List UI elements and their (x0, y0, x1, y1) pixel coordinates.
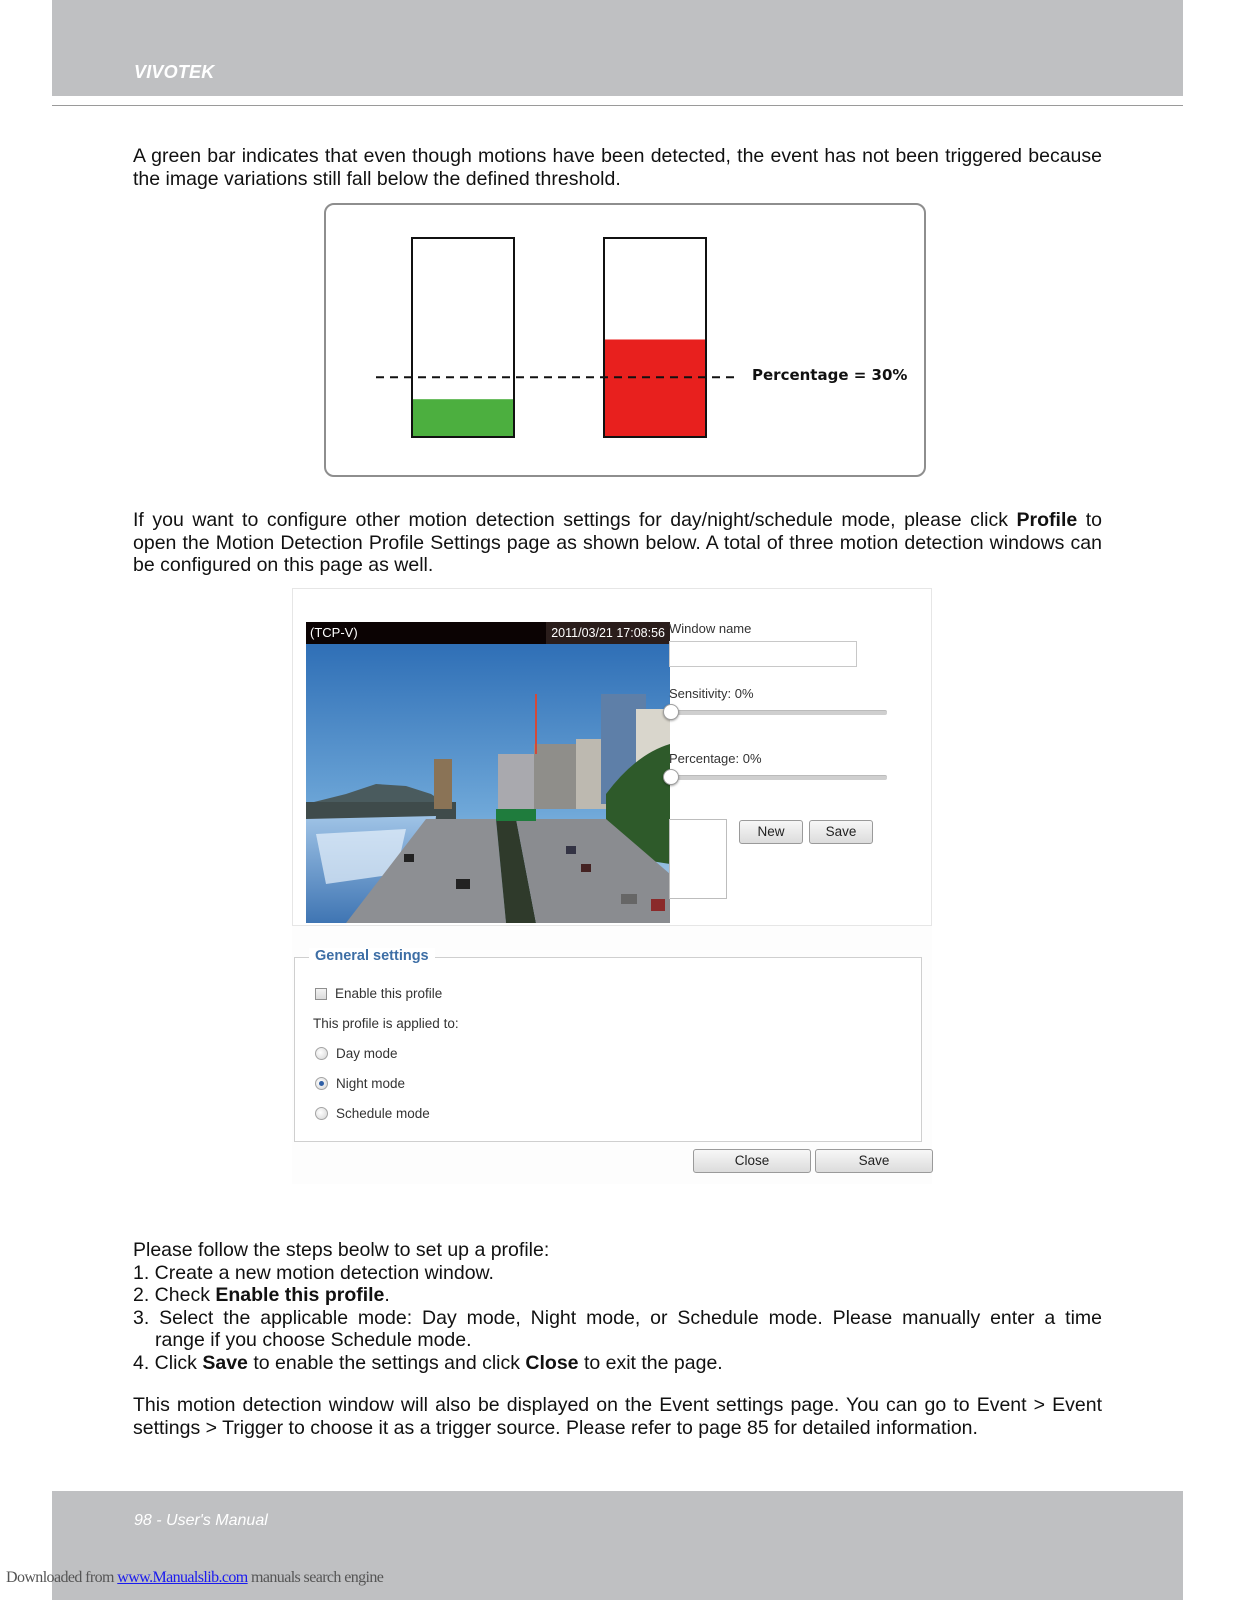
video-view (306, 622, 670, 923)
camera-image[interactable] (306, 644, 670, 923)
download-prefix: Downloaded from (6, 1569, 118, 1586)
city-scene-image (306, 644, 670, 923)
general-settings-group (294, 948, 922, 1142)
step-3-continued: range if you choose Schedule mode. (155, 1329, 472, 1352)
sensitivity-label: Sensitivity: 0% (669, 686, 754, 701)
step-2-pre: 2. Check (133, 1284, 216, 1307)
step-4 (133, 1352, 1102, 1375)
night-mode-label: Night mode (336, 1076, 406, 1091)
percentage-label: Percentage: 0% (669, 751, 762, 766)
day-mode-option[interactable] (315, 1046, 398, 1061)
video-timestamp: 2011/03/21 17:08:56 (546, 622, 670, 644)
profile-steps (133, 1239, 1102, 1375)
step-4-bold-close: Close (525, 1351, 579, 1374)
profile-paragraph (133, 509, 1102, 577)
step-2 (133, 1284, 1102, 1307)
schedule-mode-label: Schedule mode (336, 1106, 430, 1121)
close-button[interactable]: Close (693, 1149, 811, 1173)
level-bar-fill-not-triggered (412, 399, 514, 437)
profile-text-after: to open the Motion Detection Profile Settings page as shown below. A total of three motion detection windows can be configured on this page as well. (133, 509, 1103, 577)
threshold-diagram (324, 203, 926, 477)
header-band (52, 0, 1183, 96)
day-mode-label: Day mode (336, 1046, 398, 1061)
page-number-label: 98 - User's Manual (134, 1512, 268, 1529)
profile-text-before: If you want to configure other motion detection settings for day/night/schedule mode, please click (133, 509, 1017, 531)
save-window-button[interactable]: Save (809, 820, 873, 844)
step-4-pre: 4. Click (133, 1351, 203, 1374)
profile-settings-screenshot (292, 588, 932, 1184)
enable-profile-label: Enable this profile (335, 986, 443, 1001)
window-name-input[interactable] (669, 641, 857, 667)
manualslib-link[interactable]: www.Manualslib.com (117, 1569, 248, 1586)
download-note (6, 1569, 383, 1587)
step-4-post: to exit the page. (578, 1351, 723, 1374)
step-3: 3. Select the applicable mode: Day mode, Night mode, or Schedule mode. Please manually enter a time (133, 1306, 1102, 1329)
intro-paragraph: A green bar indicates that even though motions have been detected, the event has not been triggered because the image variations still fall below the defined threshold. (133, 145, 1102, 190)
sensitivity-slider-thumb[interactable] (663, 704, 679, 720)
threshold-diagram-svg (326, 205, 928, 479)
motion-window-panel (292, 588, 932, 926)
profile-bold: Profile (1016, 509, 1078, 531)
percentage-slider-thumb[interactable] (663, 769, 679, 785)
step-4-mid: to enable the settings and click (247, 1351, 526, 1374)
day-mode-radio[interactable] (315, 1047, 328, 1060)
percentage-slider-track[interactable] (671, 775, 887, 780)
download-suffix: manuals search engine (247, 1569, 384, 1586)
enable-profile-checkbox[interactable] (315, 988, 327, 1000)
step-2-bold: Enable this profile (215, 1284, 385, 1307)
header-divider (52, 105, 1183, 106)
schedule-mode-option[interactable] (315, 1106, 430, 1121)
sensitivity-slider-track[interactable] (671, 710, 887, 715)
video-status-bar (306, 622, 670, 644)
threshold-label: Percentage = 30% (752, 366, 908, 385)
schedule-mode-radio[interactable] (315, 1107, 328, 1120)
level-bar-fill-triggered (604, 339, 706, 437)
steps-intro: Please follow the steps beolw to set up a profile: (133, 1239, 550, 1261)
night-mode-option[interactable] (315, 1076, 405, 1091)
video-protocol: (TCP-V) (310, 625, 358, 640)
new-window-button[interactable]: New (739, 820, 803, 844)
step-1: 1. Create a new motion detection window. (133, 1261, 494, 1284)
window-preview-box (669, 819, 727, 899)
brand-logo: VIVOTEK (134, 62, 215, 82)
closing-paragraph: This motion detection window will also be displayed on the Event settings page. You can go to Event > Event settings > Trigger to choose it as a trigger source. Please refer to page 85 for detailed information. (133, 1394, 1102, 1439)
save-button[interactable]: Save (815, 1149, 933, 1173)
step-2-post: . (384, 1284, 390, 1307)
night-mode-radio[interactable] (315, 1077, 328, 1090)
enable-profile-option[interactable] (315, 986, 442, 1001)
general-settings-legend: General settings (309, 948, 435, 964)
window-name-label: Window name (669, 621, 752, 636)
applied-to-label: This profile is applied to: (313, 1016, 459, 1031)
step-4-bold-save: Save (202, 1351, 248, 1374)
